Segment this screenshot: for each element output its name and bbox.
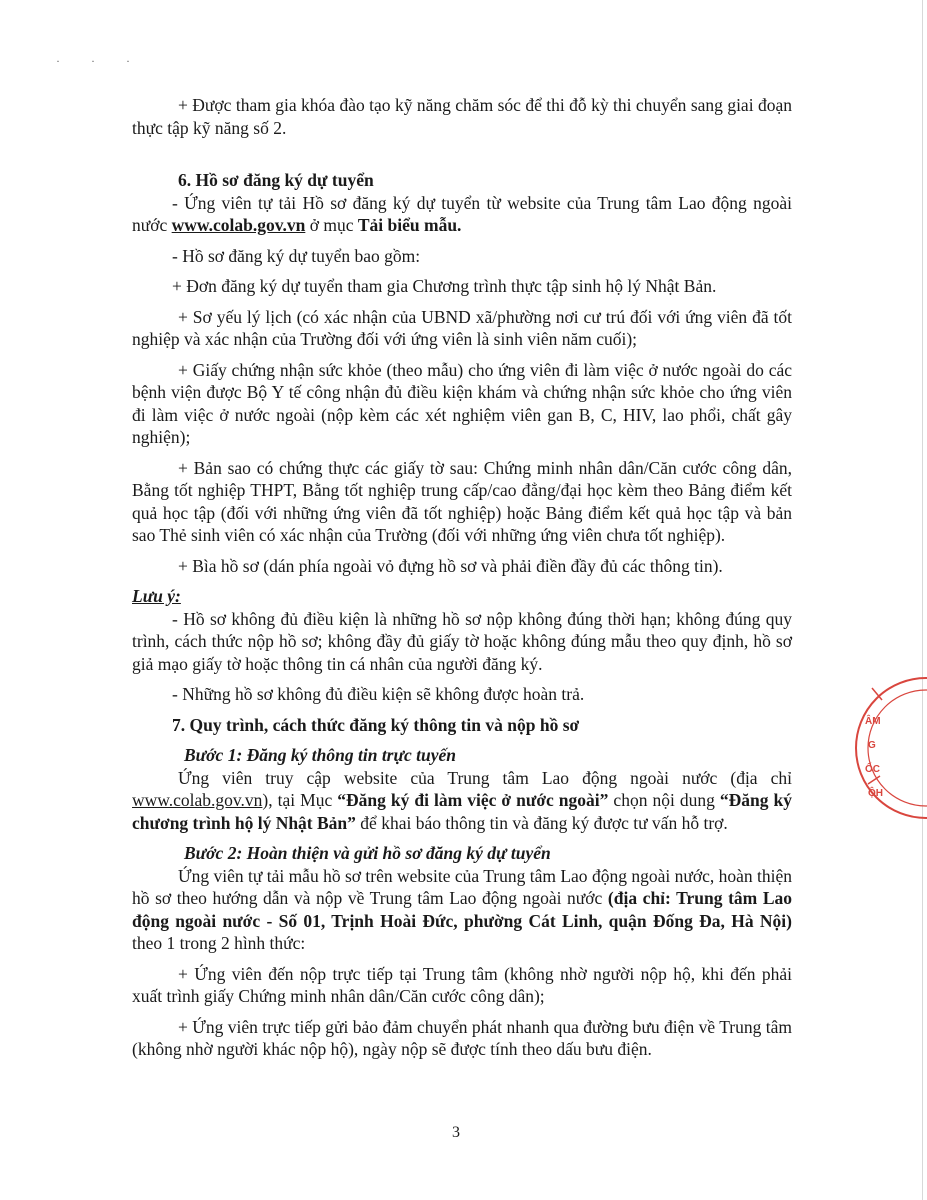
paragraph-certified-copies: + Bản sao có chứng thực các giấy tờ sau: Chứng minh nhân dân/Căn cước công dân, Bằng tốt nghiệp THPT, Bằng tốt nghiệp trung cấp/cao đẳng/đại học kèm theo Bảng điểm kết quả học tập (đối với những ứng viên đã tốt nghiệp) hoặc Bảng điểm kết quả học tập và bản sao Thẻ sinh viên có xác nhận của Trường (đối với những ứng viên chưa tốt nghiệp). bbox=[132, 457, 792, 545]
paragraph-submit-dossier: Ứng viên tự tải mẫu hồ sơ trên website của Trung tâm Lao động ngoài nước, hoàn thiện hồ sơ theo hướng dẫn và nộp về Trung tâm Lao động ngoài nước (địa chỉ: Trung tâm Lao động ngoài nước - Số 01, Trịnh Hoài Đức, phường Cát Linh, quận Đống Đa, Hà Nội) theo 1 trong 2 hình thức: bbox=[132, 865, 793, 953]
paragraph-application-form: + Đơn đăng ký dự tuyển tham gia Chương trình thực tập sinh hộ lý Nhật Bản. bbox=[172, 276, 717, 296]
paragraph-no-return: - Những hồ sơ không đủ điều kiện sẽ không được hoàn trả. bbox=[172, 684, 585, 704]
section-heading-7: 7. Quy trình, cách thức đăng ký thông tin và nộp hồ sơ bbox=[172, 714, 580, 735]
paragraph-cv: + Sơ yếu lý lịch (có xác nhận của UBND xã/phường nơi cư trú đối với ứng viên đã tốt nghiệp và xác nhận của Trường đối với ứng viên là sinh viên năm cuối); bbox=[132, 306, 792, 349]
paragraph-health-certificate: + Giấy chứng nhận sức khỏe (theo mẫu) cho ứng viên đi làm việc ở nước ngoài do các bệnh viện được Bộ Y tế công nhận đủ điều kiện khám và chứng nhận sức khỏe cho ứng viên đi làm việc ở nước ngoài (nộp kèm các xét nghiệm viên gan B, C, HIV, lao phổi, chất gây nghiện); bbox=[132, 359, 792, 447]
center-address: (địa chỉ: Trung tâm Lao động ngoài nước - Số 01, Trịnh Hoài Đức, phường Cát Linh, quận Đống Đa, Hà Nội) bbox=[132, 888, 793, 931]
section-heading-6: 6. Hồ sơ đăng ký dự tuyển bbox=[178, 170, 374, 190]
paragraph-submit-in-person: + Ứng viên đến nộp trực tiếp tại Trung tâm (không nhờ người nộp hộ, khi đến phải xuất trình giấy Chứng minh nhân dân/Căn cước công dân); bbox=[132, 963, 792, 1006]
red-seal-stamp bbox=[838, 666, 927, 836]
document-body bbox=[132, 94, 792, 1061]
paragraph-dossier-includes: - Hồ sơ đăng ký dự tuyển bao gồm: bbox=[172, 245, 421, 266]
svg-text:ÂM: ÂM bbox=[865, 716, 881, 727]
scan-artifact: · · · bbox=[56, 54, 144, 68]
note-heading: Lưu ý: bbox=[132, 586, 181, 606]
svg-text:ỘH: ỘH bbox=[868, 788, 883, 799]
svg-text:ỐC: ỐC bbox=[865, 764, 880, 775]
paragraph-submit-by-post: + Ứng viên trực tiếp gửi bảo đảm chuyển phát nhanh qua đường bưu điện về Trung tâm (không nhờ người khác nộp hộ), ngày nộp sẽ được tính theo dấu bưu điện. bbox=[132, 1016, 792, 1059]
paragraph-dossier-cover: + Bìa hồ sơ (dán phía ngoài vỏ đựng hồ sơ và phải điền đầy đủ các thông tin). bbox=[178, 555, 723, 576]
paragraph-invalid-dossier: - Hồ sơ không đủ điều kiện là những hồ sơ nộp không đúng thời hạn; không đúng quy trình, cách thức nộp hồ sơ; không đầy đủ giấy tờ hoặc không đúng mẫu theo quy định, hồ sơ giả mạo giấy tờ hoặc thông tin cá nhân của người đăng ký. bbox=[132, 608, 792, 674]
colab-link[interactable]: www.colab.gov.vn bbox=[171, 215, 306, 235]
svg-text:G: G bbox=[868, 740, 876, 751]
step-1-heading: Bước 1: Đăng ký thông tin trực tuyến bbox=[184, 745, 456, 765]
paragraph-training-benefit: + Được tham gia khóa đào tạo kỹ năng chăm sóc để thi đỗ kỳ thi chuyển sang giai đoạn thực tập kỹ năng số 2. bbox=[132, 95, 792, 138]
scan-edge-line bbox=[922, 0, 923, 1200]
download-forms-label: Tải biểu mẫu. bbox=[357, 215, 462, 235]
step-2-heading: Bước 2: Hoàn thiện và gửi hồ sơ đăng ký dự tuyển bbox=[184, 843, 551, 863]
page-number: 3 bbox=[452, 1124, 460, 1141]
paragraph-online-registration: Ứng viên truy cập website của Trung tâm Lao động ngoài nước (địa chỉ www.colab.gov.vn), tại Mục “Đăng ký đi làm việc ở nước ngoài” chọn nội dung “Đăng ký chương trình hộ lý Nhật Bản” để khai báo thông tin và đăng ký được tư vấn hỗ trợ. bbox=[132, 767, 792, 833]
colab-link-2[interactable]: www.colab.gov.vn bbox=[132, 790, 263, 810]
paragraph-download-forms: - Ứng viên tự tải Hồ sơ đăng ký dự tuyển từ website của Trung tâm Lao động ngoài nước www.colab.gov.vn ở mục Tải biểu mẫu. bbox=[132, 192, 792, 235]
